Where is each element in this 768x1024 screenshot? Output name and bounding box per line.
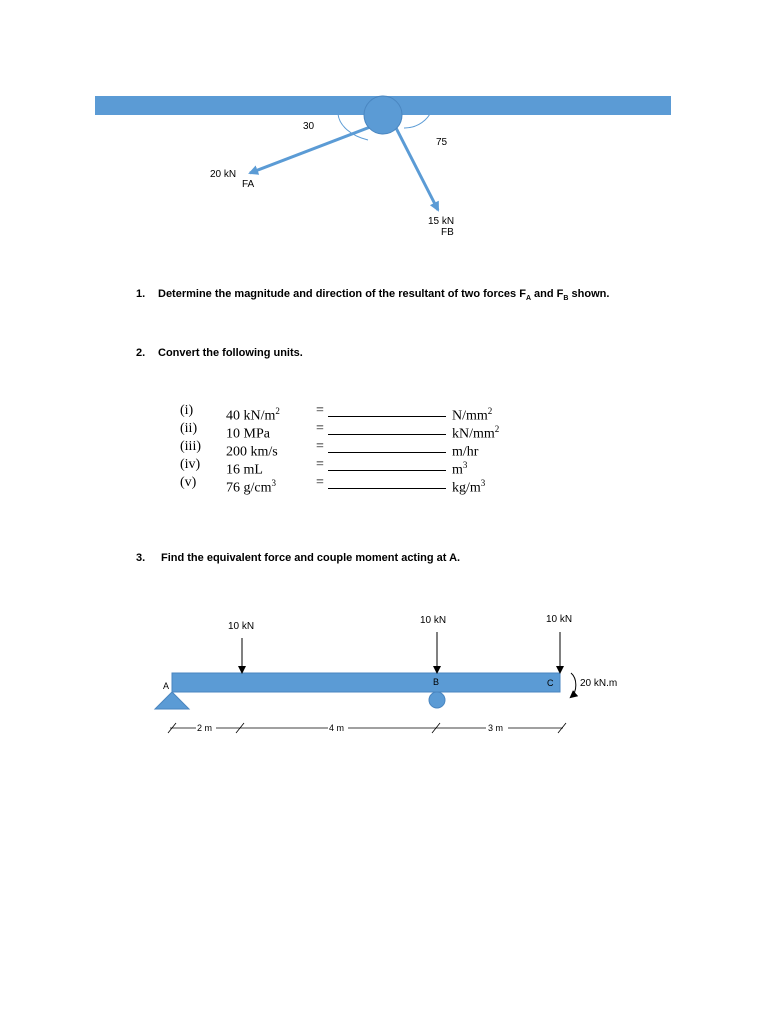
unit-row-roman: (iv) [180, 457, 201, 472]
unit-row-answer-blank[interactable] [328, 420, 446, 435]
question-3-number: 3. [136, 552, 146, 564]
unit-row-roman: (ii) [180, 421, 198, 436]
load-label-3: 10 kN [546, 614, 573, 625]
point-label-c: C [547, 678, 554, 688]
force-diagram [0, 0, 768, 250]
question-2-number: 2. [136, 347, 146, 359]
unit-row-roman: (iii) [180, 439, 201, 454]
angle-label-a: 30 [303, 121, 315, 132]
unit-row [180, 420, 520, 442]
question-1-sub-b: B [563, 295, 569, 303]
question-1-sub-a: A [525, 295, 531, 303]
unit-row-unit-text: m [452, 462, 463, 478]
question-1 [136, 288, 609, 302]
unit-conversion-list [180, 402, 520, 494]
question-2-text: Convert the following units. [158, 347, 303, 359]
load-label-1: 10 kN [228, 621, 255, 632]
question-1-text-pre: Determine the magnitude and direction of the resultant of two forces F [158, 288, 526, 300]
pin-joint [364, 96, 402, 134]
unit-row-value-text: 40 kN/m [226, 408, 276, 424]
force-a-value: 20 kN [210, 169, 237, 180]
unit-row-unit-text: m/hr [452, 444, 479, 460]
angle-label-b: 75 [436, 137, 448, 148]
unit-row-roman: (i) [180, 403, 194, 418]
unit-row-unit-sup: 3 [480, 478, 486, 488]
unit-row-unit-sup: 2 [494, 424, 500, 434]
dimension-label-1: 2 m [197, 723, 213, 733]
unit-row-answer-blank[interactable] [328, 438, 446, 453]
unit-row-value-sup: 3 [271, 478, 276, 488]
unit-row-value-text: 200 km/s [226, 444, 278, 460]
unit-row-answer-blank[interactable] [328, 456, 446, 471]
unit-row-value-sup: 2 [275, 406, 280, 416]
unit-row [180, 456, 520, 478]
unit-row-equals: = [316, 439, 324, 454]
unit-row [180, 474, 520, 496]
unit-row [180, 402, 520, 424]
unit-row-unit [452, 474, 485, 498]
question-3-text: Find the equivalent force and couple moment acting at A. [161, 552, 461, 564]
force-arrow-fb [394, 124, 438, 210]
unit-row-equals: = [316, 421, 324, 436]
unit-row-unit-text: kN/mm [452, 426, 495, 442]
force-a-label: FA [242, 179, 255, 190]
beam [172, 673, 560, 692]
unit-row-equals: = [316, 403, 324, 418]
dimension-label-3: 3 m [488, 723, 504, 733]
unit-row-unit-sup: 2 [487, 406, 493, 416]
unit-row-answer-blank[interactable] [328, 474, 446, 489]
beam-diagram [0, 600, 768, 750]
question-1-text-mid: and F [531, 288, 564, 300]
unit-row-equals: = [316, 475, 324, 490]
unit-row [180, 438, 520, 460]
unit-row-unit-sup: 3 [462, 460, 468, 470]
unit-row-unit-text: kg/m [452, 480, 481, 496]
point-label-a: A [163, 681, 170, 691]
unit-row-answer-blank[interactable] [328, 402, 446, 417]
roller-support-b [429, 692, 445, 708]
force-b-value: 15 kN [428, 216, 455, 227]
point-label-b: B [433, 677, 440, 687]
dimension-label-2: 4 m [329, 723, 345, 733]
moment-label: 20 kN.m [580, 678, 618, 689]
unit-row-value-text: 10 MPa [226, 426, 270, 442]
unit-row-value [226, 474, 276, 498]
unit-row-value-text: 76 g/cm [226, 480, 272, 496]
angle-arc-b [404, 114, 430, 128]
question-3 [136, 552, 460, 564]
force-b-label: FB [441, 227, 454, 238]
unit-row-equals: = [316, 457, 324, 472]
pin-support-a [155, 692, 189, 709]
moment-arc [571, 673, 576, 697]
unit-row-unit-text: N/mm [452, 408, 488, 424]
question-1-number: 1. [136, 288, 146, 300]
question-2 [136, 347, 303, 359]
unit-row-value-text: 16 mL [226, 462, 263, 478]
question-1-text-post: shown. [568, 288, 610, 300]
load-label-2: 10 kN [420, 615, 447, 626]
unit-row-roman: (v) [180, 475, 197, 490]
